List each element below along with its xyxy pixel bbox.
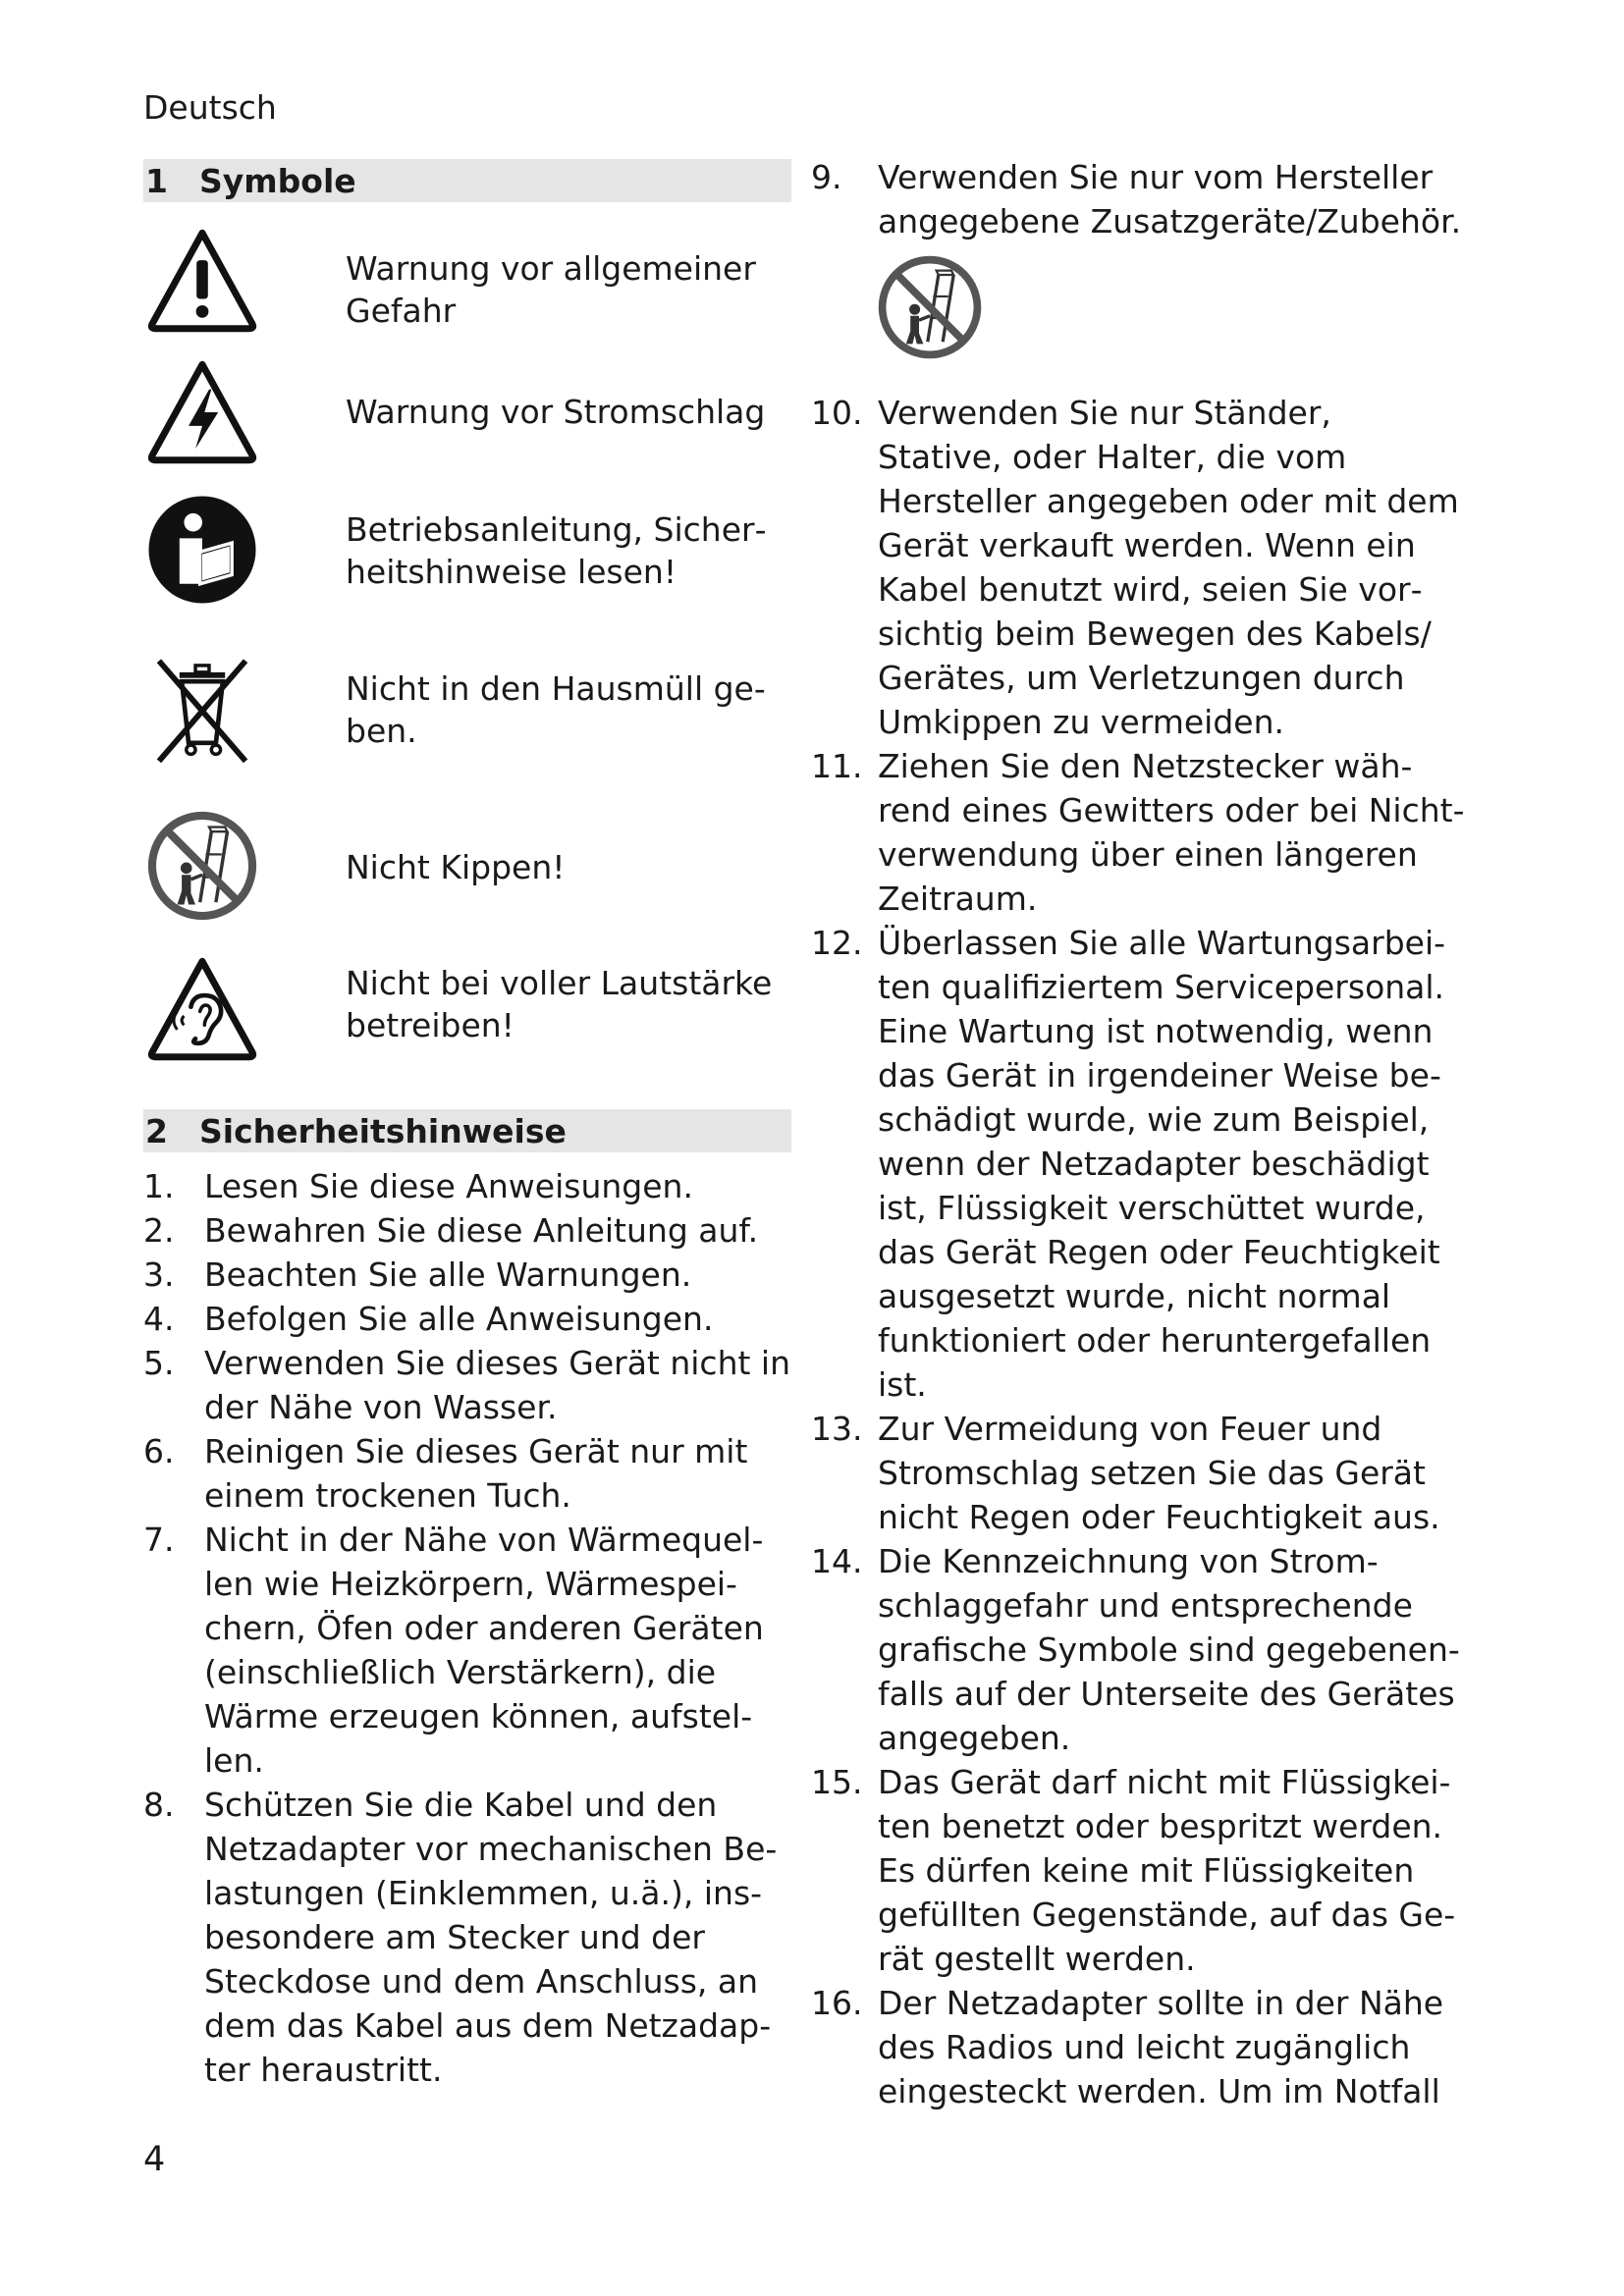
list-item — [143, 1253, 791, 1297]
list-item — [811, 155, 1465, 391]
item-number: 4. — [143, 1300, 175, 1338]
list-item — [143, 1783, 791, 2092]
hearing-warning-icon — [143, 952, 261, 1066]
item-number: 8. — [143, 1786, 175, 1824]
item-text: Befolgen Sie alle Anweisungen. — [204, 1300, 714, 1338]
item-text: Reinigen Sie dieses Gerät nur mit einem trockenen Tuch. — [204, 1432, 748, 1515]
section-1-header — [143, 159, 791, 202]
list-item — [143, 1429, 791, 1518]
item-text: Überlassen Sie alle Wartungsarbeiten qualifiziertem Servicepersonal. Eine Wartung ist notwendig, wenn das Gerät in irgendeiner Weise beschädigt wurde, wie zum Beispiel, wenn der Netzadapter beschädigt ist, Flüssigkeit verschüttet wurde, das Gerät Regen oder Feuchtigkeit ausgesetzt wurde, nicht normal funktioniert oder heruntergefallen ist. — [878, 924, 1446, 1404]
list-item — [143, 1164, 791, 1208]
list-item — [143, 1208, 791, 1253]
item-text: Zur Vermeidung von Feuer und Stromschlag setzen Sie das Gerät nicht Regen oder Feuchtigkeit aus. — [878, 1410, 1440, 1536]
item-number: 10. — [811, 394, 863, 432]
item-text: Lesen Sie diese Anweisungen. — [204, 1167, 693, 1205]
item-number: 13. — [811, 1410, 863, 1448]
symbol-row — [143, 493, 791, 607]
item-text: Schützen Sie die Kabel und den Netzadapter vor mechanischen Belastungen (Einklemmen, u.ä.), insbesondere am Stecker und der Steckdose und dem Anschluss, an dem das Kabel aus dem Netzadapter heraustritt. — [204, 1786, 778, 2089]
item-number: 1. — [143, 1167, 175, 1205]
item-text: Verwenden Sie nur vom Hersteller angegebene Zusatzgeräte/Zubehör. — [878, 158, 1462, 240]
warning-electric-icon — [143, 355, 261, 469]
list-item — [811, 391, 1465, 744]
section-2-number: 2 — [145, 1111, 168, 1150]
symbol-row — [143, 355, 791, 469]
section-2 — [143, 1109, 791, 1152]
symbol-text: Warnung vor Stromschlag — [346, 393, 766, 431]
crossed-bin-icon — [143, 652, 261, 766]
item-text: Das Gerät darf nicht mit Flüssigkeiten benetzt oder bespritzt werden. Es dürfen keine mit Flüssigkeiten gefüllten Gegenstände, auf das Gerät gestellt werden. — [878, 1763, 1456, 1978]
language-header: Deutsch — [143, 88, 277, 127]
no-tipping-icon — [143, 809, 261, 923]
item-number: 3. — [143, 1255, 175, 1294]
item-text: Verwenden Sie dieses Gerät nicht in der Nähe von Wasser. — [204, 1344, 790, 1426]
warning-general-icon — [143, 224, 261, 338]
item-text: Die Kennzeichnung von Stromschlaggefahr und entsprechende grafische Symbole sind gegebenenfalls auf der Unterseite des Gerätes angegeben. — [878, 1542, 1460, 1757]
page-number: 4 — [143, 2140, 166, 2179]
item-number: 7. — [143, 1521, 175, 1559]
list-item — [811, 1539, 1465, 1760]
item-text: Ziehen Sie den Netzstecker während eines Gewitters oder bei Nichtverwendung über einen längeren Zeitraum. — [878, 747, 1465, 918]
symbol-text: Nicht bei voller Lautstärke betreiben! — [346, 964, 773, 1044]
symbol-text: Betriebsanleitung, Sicherheitshinweise lesen! — [346, 510, 767, 591]
symbol-row — [143, 652, 791, 766]
item-number: 12. — [811, 924, 863, 962]
list-item — [143, 1341, 791, 1429]
symbol-row — [143, 809, 791, 923]
item-text: Bewahren Sie diese Anleitung auf. — [204, 1211, 759, 1250]
list-item — [811, 1407, 1465, 1539]
item-text: Verwenden Sie nur Ständer, Stative, oder Halter, die vom Hersteller angegeben oder mit dem Gerät verkauft werden. Wenn ein Kabel benutzt wird, seien Sie vorsichtig beim Bewegen des Kabels/ Gerätes, um Verletzungen durch Umkippen zu vermeiden. — [878, 394, 1459, 741]
safety-list-left — [143, 1164, 791, 2092]
list-item — [811, 921, 1465, 1407]
right-column — [811, 155, 1465, 2113]
item-text: Nicht in der Nähe von Wärmequellen wie Heizkörpern, Wärmespeichern, Öfen oder anderen Geräten (einschließlich Verstärkern), die Wärme erzeugen können, aufstellen. — [204, 1521, 764, 1780]
section-1-title: Symbole — [199, 161, 356, 200]
symbol-text: Nicht Kippen! — [346, 848, 566, 886]
section-2-title: Sicherheitshinweise — [199, 1111, 567, 1150]
item-text: Beachten Sie alle Warnungen. — [204, 1255, 692, 1294]
item-number: 14. — [811, 1542, 863, 1580]
section-2-header — [143, 1109, 791, 1152]
item-number: 2. — [143, 1211, 175, 1250]
read-manual-icon — [143, 493, 261, 607]
symbol-row — [143, 224, 791, 338]
section-1-number: 1 — [145, 161, 168, 200]
symbol-row — [143, 952, 791, 1066]
item-number: 9. — [811, 158, 842, 196]
item-text: Der Netzadapter sollte in der Nähe des Radios und leicht zugänglich eingesteckt werden. Um im Notfall — [878, 1984, 1444, 2110]
list-item — [811, 1760, 1465, 1981]
list-item — [811, 1981, 1465, 2113]
item-number: 15. — [811, 1763, 863, 1801]
item-number: 6. — [143, 1432, 175, 1470]
item-number: 11. — [811, 747, 863, 785]
safety-list-right — [811, 155, 1465, 2113]
item-number: 5. — [143, 1344, 175, 1382]
left-column — [143, 159, 791, 2089]
symbol-text: Warnung vor allgemeiner Gefahr — [346, 249, 756, 330]
list-item — [811, 744, 1465, 921]
no-tipping-icon — [876, 253, 984, 361]
list-item — [143, 1518, 791, 1783]
list-item — [143, 1297, 791, 1341]
item-number: 16. — [811, 1984, 863, 2022]
symbol-text: Nicht in den Hausmüll geben. — [346, 669, 766, 750]
